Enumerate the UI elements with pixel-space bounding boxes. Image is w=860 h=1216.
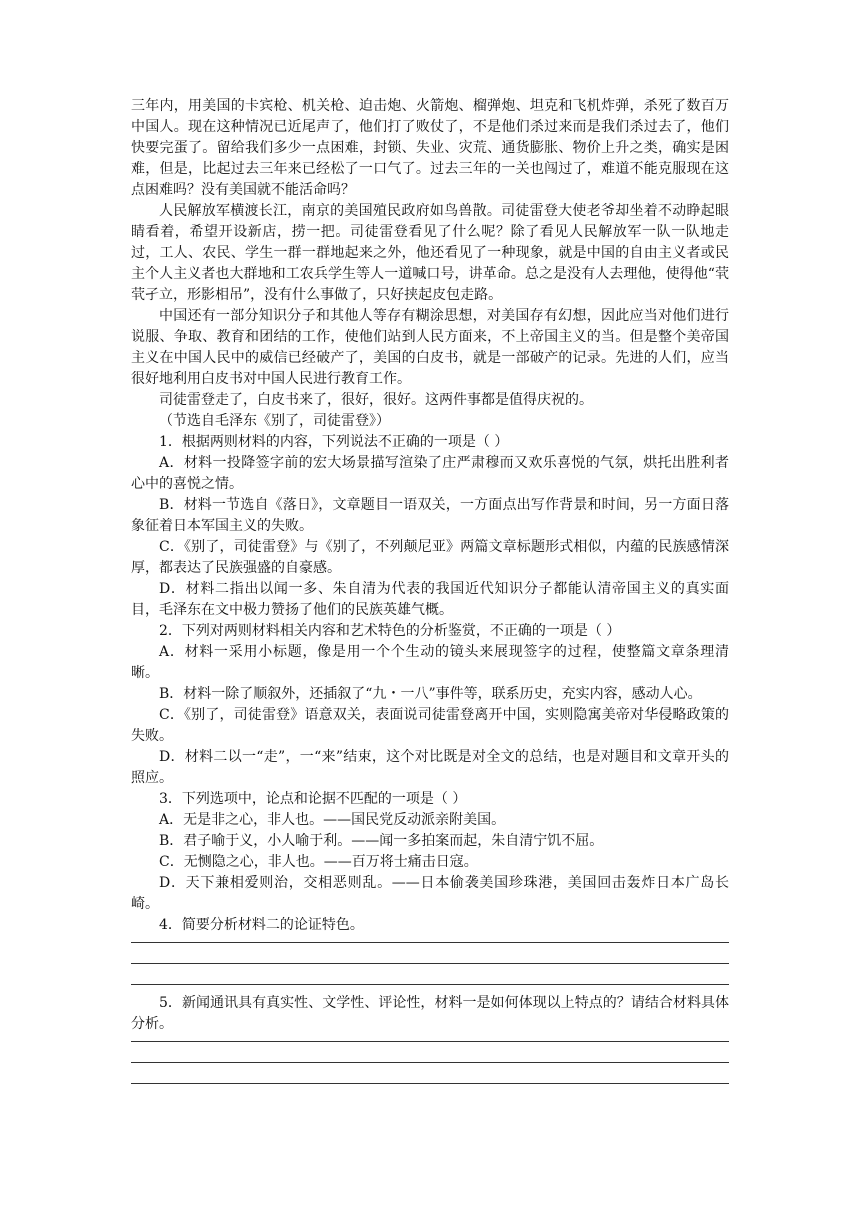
answer-line: [131, 942, 729, 943]
question-4-stem: 4．简要分析材料二的论证特色。: [159, 917, 364, 933]
answer-line: [131, 984, 729, 985]
question-2-option-a: A．材料一采用小标题，像是用一个个生动的镜头来展现签字的过程，使整篇文章条理清晰。: [131, 644, 729, 681]
question-2-stem: 2．下列对两则材料相关内容和艺术特色的分析鉴赏，不正确的一项是（ ）: [159, 623, 621, 639]
question-5-answer-area[interactable]: [131, 1041, 729, 1084]
answer-line: [131, 1062, 729, 1063]
question-3-option-d: D．天下兼相爱则治，交相恶则乱。——日本偷袭美国珍珠港，美国回击轰炸日本广岛长崎。: [131, 875, 729, 912]
question-1-option-b: B．材料一节选自《落日》，文章题目一语双关，一方面点出写作背景和时间，另一方面日落象征着日本军国主义的失败。: [131, 497, 729, 534]
question-3-option-c: C．无恻隐之心，非人也。——百万将士痛击日寇。: [159, 854, 478, 870]
passage-paragraph-4: 司徒雷登走了，白皮书来了，很好，很好。这两件事都是值得庆祝的。: [159, 392, 593, 408]
question-1-stem: 1．根据两则材料的内容，下列说法不正确的一项是（ ）: [159, 434, 509, 450]
question-3-option-b: B．君子喻于义，小人喻于利。——闻一多拍案而起，朱自清宁饥不屈。: [159, 833, 604, 849]
question-3-option-a: A．无是非之心，非人也。——国民党反动派亲附美国。: [159, 812, 506, 828]
passage-paragraph-1: 三年内，用美国的卡宾枪、机关枪、迫击炮、火箭炮、榴弹炮、坦克和飞机炸弹，杀死了数百万中国人。现在这种情况已近尾声了，他们打了败仗了，不是他们杀过来而是我们杀过去了，他们快要完蛋了。留给我们多少一点困难，封锁、失业、灾荒、通货膨胀、物价上升之类，确实是困难，但是，比起过去三年来已经松了一口气了。过去三年的一关也闯过了，难道不能克服现在这点困难吗？没有美国就不能活命吗？: [131, 98, 729, 198]
answer-line: [131, 1041, 729, 1042]
question-3-stem: 3．下列选项中，论点和论据不匹配的一项是（ ）: [159, 791, 467, 807]
passage-source: （节选自毛泽东《别了，司徒雷登》）: [159, 413, 390, 429]
question-5-stem: 5．新闻通讯具有真实性、文学性、评论性，材料一是如何体现以上特点的？请结合材料具体分析。: [131, 995, 729, 1032]
question-1-option-d: D．材料二指出以闻一多、朱自清为代表的我国近代知识分子都能认清帝国主义的真实面目，毛泽东在文中极力赞扬了他们的民族英雄气概。: [131, 581, 729, 618]
question-2-option-b: B．材料一除了顺叙外，还插叙了“九・一八”事件等，联系历史，充实内容，感动人心。: [159, 686, 702, 702]
question-1-option-a: A．材料一投降签字前的宏大场景描写渲染了庄严肃穆而又欢乐喜悦的气氛，烘托出胜利者心中的喜悦之情。: [131, 455, 729, 492]
question-2-option-d: D．材料二以一“走”，一“来”结束，这个对比既是对全文的总结，也是对题目和文章开头的照应。: [131, 749, 729, 786]
passage-paragraph-3: 中国还有一部分知识分子和其他人等存有糊涂思想，对美国存有幻想，因此应当对他们进行说服、争取、教育和团结的工作，使他们站到人民方面来，不上帝国主义的当。但是整个美帝国主义在中国人民中的威信已经破产了，美国的白皮书，就是一部破产的记录。先进的人们，应当很好地利用白皮书对中国人民进行教育工作。: [131, 308, 729, 387]
question-2-option-c: C．《别了，司徒雷登》语意双关，表面说司徒雷登离开中国，实则隐寓美帝对华侵略政策的失败。: [131, 707, 729, 744]
passage-paragraph-2: 人民解放军横渡长江，南京的美国殖民政府如鸟兽散。司徒雷登大使老爷却坐着不动睁起眼睛看着，希望开设新店，捞一把。司徒雷登看见了什么呢？除了看见人民解放军一队一队地走过，工人、农民、学生一群一群地起来之外，他还看见了一种现象，就是中国的自由主义者或民主个人主义者也大群地和工农兵学生等人一道喊口号，讲革命。总之是没有人去理他，使得他“茕茕孑立，形影相吊”，没有什么事做了，只好挟起皮包走路。: [131, 203, 729, 303]
question-1-option-c: C．《别了，司徒雷登》与《别了，不列颠尼亚》两篇文章标题形式相似，内蕴的民族感情深厚，都表达了民族强盛的自豪感。: [131, 539, 729, 576]
answer-line: [131, 963, 729, 964]
answer-line: [131, 1083, 729, 1084]
question-4-answer-area[interactable]: [131, 942, 729, 985]
